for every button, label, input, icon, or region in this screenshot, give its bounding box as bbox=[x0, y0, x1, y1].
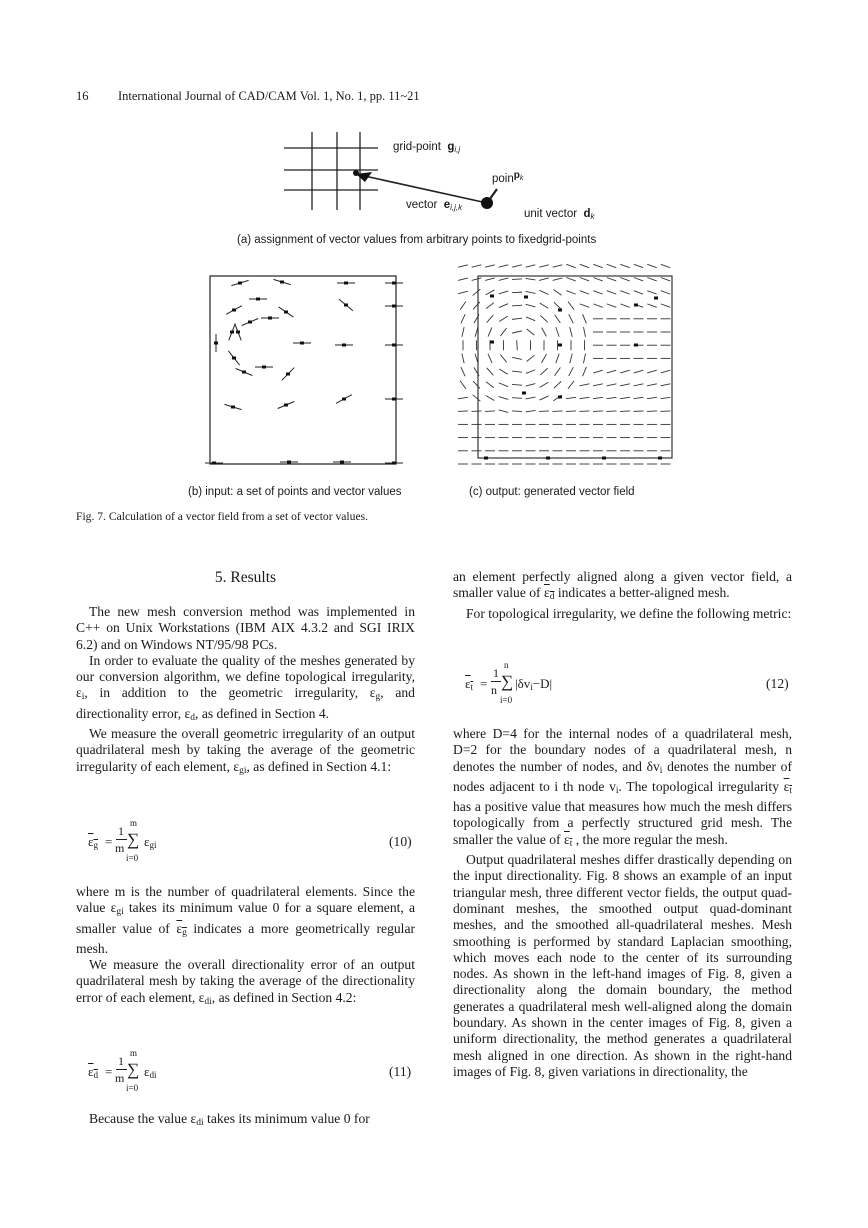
paragraph: We measure the overall geometric irregularity of an output quadrilateral mesh by taking the average of the geometric irregularity of each element, $\varepsilon_{gi}$, as defined in Section 4.1: bbox=[76, 726, 415, 776]
left-text-block-1 bbox=[76, 604, 415, 779]
equation-11-number: (11) bbox=[389, 1064, 412, 1079]
left-text-block-2 bbox=[76, 884, 415, 1010]
paragraph: Output quadrilateral meshes differ drastically depending on the input directionality. Fig. 8 shows an example of an input triangular mesh, three different vector fields, the output quad-dominant meshes, the smoothed output quad-dominant meshes, and the smoothed all-quadrilateral meshes. Mesh smoothing is performed by standard Laplacian smoothing, which moves each node to the center of its surrounding nodes. As shown in the left-hand images of Fig. 8, given a directionality along the domain boundary, the method generates a quadrilateral mesh well-aligned along the domain boundary. As shown in the center images of Fig. 8, given a uniform directionality, the method generates a quadrilateral mesh aligned in one direction. As shown in the right-hand images of Fig. 8, given variations in directionality, the bbox=[453, 852, 792, 1079]
figure-7c-caption: (c) output: generated vector field bbox=[469, 486, 635, 498]
paragraph: The new mesh conversion method was implemented in C++ on Unix Workstations (IBM AIX 4.3.2 and SGI IRIX 6.2) and on Windows NT/95/98 PCs. bbox=[76, 604, 415, 652]
point-label: poinp$_k$ bbox=[492, 170, 524, 185]
equation-11: $\varepsilon_d$ = 1 m ∑ m i=0 $\varepsilon_{di}$ bbox=[88, 1048, 157, 1093]
paragraph: where D=4 for the internal nodes of a quadrilateral mesh, D=2 for the boundary nodes of a quadrilateral mesh, n denotes the number of nodes, and $\delta v_i$ denotes the number of nodes adjacent to i th node $v_i$. The topological irregularity $\varepsilon_t$ has a positive value that measures how much the mesh differs topologically from a perfectly structured grid mesh. The smaller the value of $\varepsilon_t$ , the more regular the mesh. bbox=[453, 726, 792, 849]
unit-vector-label: unit vector $d_k$ bbox=[524, 208, 595, 221]
grid-point-label: grid-point $g_{i,j}$ bbox=[393, 141, 461, 154]
paragraph: In order to evaluate the quality of the meshes generated by our conversion algorithm, we define topological irregularity, $\varepsilon_i$, in addition to the geometric irregularity, $\varepsilon_g$, and directionality error, $\varepsilon_d$, as defined in Section 4. bbox=[76, 652, 415, 723]
paragraph: where m is the number of quadrilateral elements. Since the value $\varepsilon_{gi}$ takes its minimum value 0 for a square element, a smaller value of $\varepsilon_g$ indicates a more geometrically regular mesh. bbox=[76, 884, 416, 956]
left-text-block-3 bbox=[76, 1111, 415, 1131]
page-number: 16 bbox=[76, 89, 89, 103]
paragraph: For topological irregularity, we define the following metric: bbox=[466, 605, 792, 621]
right-text-block-1 bbox=[453, 569, 792, 622]
journal-header: International Journal of CAD/CAM Vol. 1, No. 1, pp. 11~21 bbox=[118, 89, 420, 103]
vector-label: vector $e_{i,j,k}$ bbox=[406, 199, 463, 212]
paragraph: Because the value $\varepsilon_{di}$ takes its minimum value 0 for bbox=[89, 1111, 370, 1128]
figure-7b-caption: (b) input: a set of points and vector values bbox=[188, 486, 402, 498]
equation-12-number: (12) bbox=[766, 676, 789, 691]
paragraph: We measure the overall directionality error of an output quadrilateral mesh by taking the average of the directionality error of each element, $\varepsilon_{di}$, as defined in Section 4.2: bbox=[76, 957, 415, 1007]
paragraph: an element perfectly aligned along a given vector field, a smaller value of $\varepsilon_d$ indicates a better-aligned mesh. bbox=[453, 569, 792, 603]
right-text-block-2 bbox=[453, 726, 792, 1080]
section-heading: 5. Results bbox=[214, 569, 277, 586]
equation-10: $\varepsilon_g$ = 1 m ∑ m i=0 $\varepsilon_{gi}$ bbox=[88, 818, 157, 863]
figure-7-caption: Fig. 7. Calculation of a vector field from a set of vector values. bbox=[76, 510, 369, 523]
figure-7c-vector-field bbox=[0, 0, 868, 480]
figure-7a-caption: (a) assignment of vector values from arbitrary points to fixedgrid-points bbox=[237, 234, 597, 246]
equation-12: $\varepsilon_t$ = 1 n ∑ n i=0 $|\delta v_i-D|$ bbox=[465, 660, 553, 705]
equation-10-number: (10) bbox=[389, 834, 412, 849]
